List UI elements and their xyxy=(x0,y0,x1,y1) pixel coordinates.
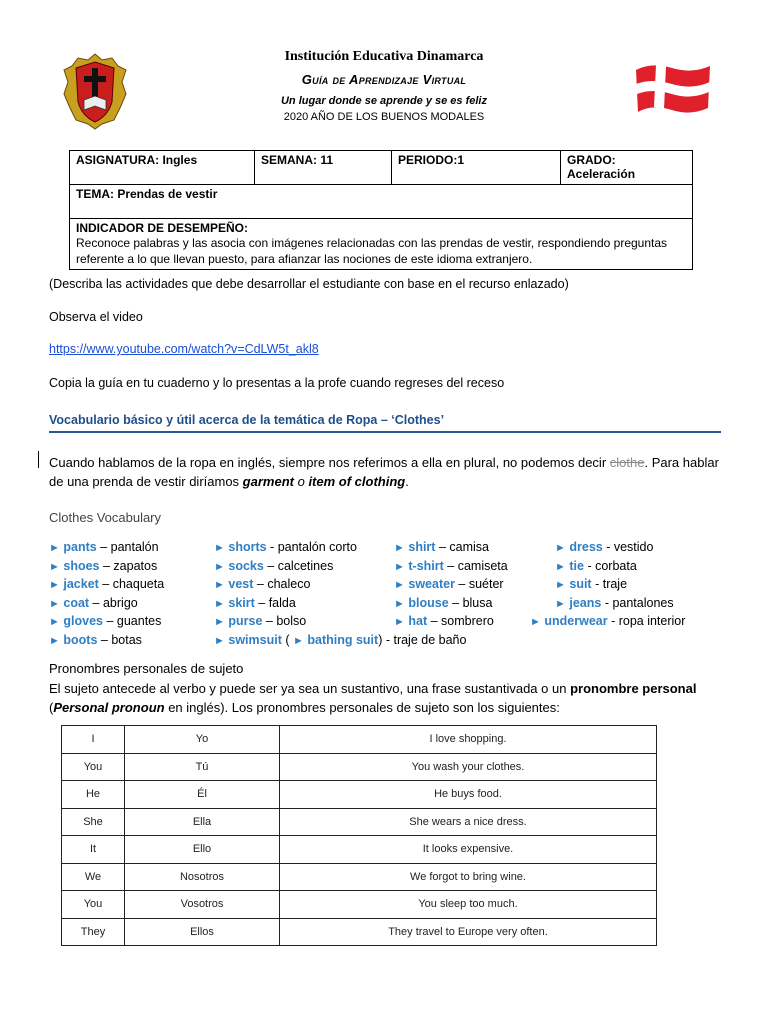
arrow-icon: ► xyxy=(394,560,405,573)
vocab-item xyxy=(394,614,494,628)
vocab-word: boots xyxy=(63,633,98,647)
paren-open: ( xyxy=(281,633,293,647)
vocab-separator: - xyxy=(607,614,619,629)
subject-cell: ASIGNATURA: Ingles xyxy=(70,151,255,185)
vocab-item xyxy=(555,540,653,554)
pronoun-cell: You xyxy=(62,753,125,781)
vocab-item xyxy=(555,596,674,610)
watch-instruction: Observa el video xyxy=(49,310,143,324)
activity-description: (Describa las actividades que debe desarrollar el estudiante con base en el recurso enlazado) xyxy=(49,277,569,291)
vocab-word: gloves xyxy=(63,614,103,629)
vocab-item xyxy=(394,596,492,610)
vocab-separator: – xyxy=(89,595,103,610)
arrow-icon: ► xyxy=(49,542,60,554)
example-cell: They travel to Europe very often. xyxy=(280,918,657,946)
indicator-label: INDICADOR DE DESEMPEÑO: xyxy=(76,221,249,235)
translation-cell: Ellos xyxy=(125,918,280,946)
vocab-word: dress xyxy=(569,540,603,554)
vocab-word: swimsuit xyxy=(228,633,282,647)
vocab-separator: – xyxy=(443,558,458,573)
pronoun-cell: I xyxy=(62,726,125,754)
example-cell: I love shopping. xyxy=(280,726,657,754)
pronoun-cell: He xyxy=(62,781,125,809)
section-divider xyxy=(49,431,721,433)
vocab-meaning: abrigo xyxy=(102,595,138,610)
vocab-word: jacket xyxy=(63,577,99,592)
arrow-icon: ► xyxy=(214,616,225,629)
vocab-word: t-shirt xyxy=(408,558,444,573)
pronoun-cell: She xyxy=(62,808,125,836)
vocab-item xyxy=(214,577,310,591)
vocab-meaning: botas xyxy=(111,633,142,647)
vocab-word-alt: bathing suit xyxy=(307,633,379,647)
vocab-separator: – xyxy=(454,577,469,592)
vocab-meaning: zapatos xyxy=(113,558,158,573)
vocab-word: sweater xyxy=(408,577,455,592)
vocab-meaning: ropa interior xyxy=(618,614,686,629)
vocab-word: hat xyxy=(408,614,428,629)
pronoun-cell: You xyxy=(62,891,125,919)
vocab-item xyxy=(555,559,637,573)
arrow-icon: ► xyxy=(394,542,405,554)
vocab-meaning: blusa xyxy=(462,595,493,610)
example-cell: You wash your clothes. xyxy=(280,753,657,781)
arrow-icon: ► xyxy=(49,635,60,647)
table-row xyxy=(62,726,657,754)
vocab-item xyxy=(49,596,138,610)
vocab-separator: - xyxy=(601,595,613,610)
pron-text-2: ( xyxy=(49,699,54,715)
performance-indicator-cell xyxy=(70,219,693,270)
vocab-meaning: traje de baño xyxy=(393,633,467,647)
clothes-vocabulary-label: Clothes Vocabulary xyxy=(49,510,162,525)
arrow-icon: ► xyxy=(49,579,60,592)
vocab-word: skirt xyxy=(228,595,255,610)
arrow-icon: ► xyxy=(530,616,541,629)
vocab-meaning: calcetines xyxy=(277,558,334,573)
arrow-icon: ► xyxy=(394,579,405,592)
vocab-item-swimsuit xyxy=(214,633,466,647)
pronoun-cell: We xyxy=(62,863,125,891)
translation-cell: Yo xyxy=(125,726,280,754)
vocab-item xyxy=(214,540,357,554)
arrow-icon: ► xyxy=(214,579,225,592)
vocab-word: blouse xyxy=(408,595,449,610)
pron-text-1: El sujeto antecede al verbo y puede ser ya sea un sustantivo, una frase sustantivada o un xyxy=(49,681,571,696)
vocab-meaning: camisa xyxy=(449,540,489,554)
arrow-icon: ► xyxy=(214,542,225,554)
vocab-word: suit xyxy=(569,577,592,592)
copy-instruction: Copia la guía en tu cuaderno y lo presentas a la profe cuando regreses del receso xyxy=(49,376,505,390)
vocab-item xyxy=(49,614,161,628)
vocab-separator: – xyxy=(427,614,442,629)
vocab-meaning: suéter xyxy=(468,577,504,592)
vocab-meaning: pantalón xyxy=(110,540,159,554)
vocab-separator: – xyxy=(254,595,269,610)
school-motto: Un lugar donde se aprende y se es feliz xyxy=(280,95,487,107)
table-row xyxy=(62,808,657,836)
vocab-separator: – xyxy=(96,540,111,554)
vocab-separator: – xyxy=(262,614,277,629)
pronouns-heading: Pronombres personales de sujeto xyxy=(49,661,244,676)
pron-italic-term: Personal pronoun xyxy=(53,699,165,715)
vocab-meaning: camiseta xyxy=(457,558,508,573)
vocab-word: vest xyxy=(228,577,254,592)
vocab-separator: – xyxy=(97,633,112,647)
vocab-separator: - xyxy=(266,540,278,554)
vocab-word: shorts xyxy=(228,540,267,554)
institution-name: Institución Educativa Dinamarca xyxy=(284,49,484,64)
arrow-icon: ► xyxy=(214,635,225,647)
year-slogan: 2020 AÑO DE LOS BUENOS MODALES xyxy=(283,111,485,123)
translation-cell: Él xyxy=(125,781,280,809)
vocab-separator: – xyxy=(253,577,268,592)
struck-word: clothe xyxy=(609,455,645,470)
arrow-icon: ► xyxy=(292,635,304,647)
arrow-icon: ► xyxy=(214,560,225,573)
table-row xyxy=(62,753,657,781)
arrow-icon: ► xyxy=(49,560,60,573)
table-row xyxy=(62,891,657,919)
vocab-separator: – xyxy=(448,595,463,610)
table-row xyxy=(62,781,657,809)
guide-title: Guía de Aprendizaje Virtual xyxy=(301,72,467,87)
vocab-word: coat xyxy=(63,595,90,610)
vocab-meaning: bolso xyxy=(276,614,307,629)
arrow-icon: ► xyxy=(555,597,566,610)
vocab-item xyxy=(49,633,142,647)
vocab-separator: – xyxy=(98,577,113,592)
vocab-item xyxy=(555,577,627,591)
vocab-word: purse xyxy=(228,614,263,629)
translation-cell: Vosotros xyxy=(125,891,280,919)
item-of-clothing-term: item of clothing xyxy=(308,474,406,489)
text-cursor xyxy=(38,451,39,468)
vocab-separator: - xyxy=(591,577,603,592)
pronouns-paragraph xyxy=(49,680,729,717)
vocab-word: underwear xyxy=(544,614,608,629)
grade-cell: GRADO: Aceleración xyxy=(561,151,693,185)
translation-cell: Nosotros xyxy=(125,863,280,891)
arrow-icon: ► xyxy=(555,560,566,573)
vocab-meaning: falda xyxy=(268,595,296,610)
vocab-meaning: corbata xyxy=(595,558,637,573)
vocab-meaning: sombrero xyxy=(441,614,494,629)
pronoun-cell: It xyxy=(62,836,125,864)
translation-cell: Ello xyxy=(125,836,280,864)
example-cell: You sleep too much. xyxy=(280,891,657,919)
vocab-word: shirt xyxy=(408,540,436,554)
example-cell: He buys food. xyxy=(280,781,657,809)
vocab-item xyxy=(49,577,164,591)
translation-cell: Tú xyxy=(125,753,280,781)
arrow-icon: ► xyxy=(49,597,60,610)
period-cell: PERIODO:1 xyxy=(392,151,561,185)
vocab-meaning: guantes xyxy=(116,614,162,629)
intro-text-1: Cuando hablamos de la ropa en inglés, siempre nos referimos a ella en plural, no podemos decir xyxy=(49,455,610,470)
vocab-item xyxy=(394,577,504,591)
pron-bold-term: pronombre personal xyxy=(570,681,697,696)
arrow-icon: ► xyxy=(394,616,405,629)
garment-term: garment xyxy=(242,474,294,489)
example-cell: It looks expensive. xyxy=(280,836,657,864)
vocab-item xyxy=(530,614,685,628)
vocab-item xyxy=(394,559,508,573)
vocab-item xyxy=(214,614,306,628)
vocab-item xyxy=(394,540,489,554)
intro-text-2: . Para hablar de una prenda de vestir diríamos xyxy=(49,455,719,489)
pron-text-3: en inglés). Los pronombres personales de sujeto son los siguientes: xyxy=(164,699,560,715)
subject-info-table xyxy=(69,150,693,270)
table-row xyxy=(62,863,657,891)
pronouns-table xyxy=(61,725,657,946)
vocab-word: jeans xyxy=(569,595,602,610)
arrow-icon: ► xyxy=(555,579,566,592)
vocab-meaning: chaqueta xyxy=(112,577,165,592)
vocab-word: pants xyxy=(63,540,97,554)
vocab-item xyxy=(49,559,157,573)
vocab-meaning: pantalón corto xyxy=(277,540,357,554)
pronoun-cell: They xyxy=(62,918,125,946)
clothes-intro-paragraph xyxy=(49,453,729,491)
vocab-separator: - xyxy=(602,540,614,554)
vocab-separator: – xyxy=(99,558,114,573)
vocab-word: tie xyxy=(569,558,584,573)
vocab-word: shoes xyxy=(63,558,100,573)
arrow-icon: ► xyxy=(214,597,225,610)
vocab-word: socks xyxy=(228,558,264,573)
paren-close: ) - xyxy=(378,633,394,647)
table-row xyxy=(62,836,657,864)
arrow-icon: ► xyxy=(49,616,60,629)
video-link[interactable]: https://www.youtube.com/watch?v=CdLW5t_akl8 xyxy=(49,342,319,356)
vocab-item xyxy=(214,596,296,610)
vocab-separator: – xyxy=(102,614,117,629)
intro-or: o xyxy=(293,474,309,489)
vocab-separator: - xyxy=(583,558,596,573)
example-cell: She wears a nice dress. xyxy=(280,808,657,836)
vocab-item xyxy=(49,540,159,554)
vocab-item xyxy=(214,559,333,573)
arrow-icon: ► xyxy=(555,542,566,554)
arrow-icon: ► xyxy=(394,597,405,610)
vocab-meaning: chaleco xyxy=(267,577,311,592)
vocab-separator: – xyxy=(263,558,278,573)
vocab-meaning: vestido xyxy=(613,540,654,554)
vocab-separator: – xyxy=(435,540,450,554)
table-row xyxy=(62,918,657,946)
translation-cell: Ella xyxy=(125,808,280,836)
topic-cell: TEMA: Prendas de vestir xyxy=(70,185,693,219)
intro-end: . xyxy=(405,474,409,489)
vocabulary-section-title: Vocabulario básico y útil acerca de la temática de Ropa – ‘Clothes’ xyxy=(49,413,445,427)
indicator-text: Reconoce palabras y las asocia con imágenes relacionadas con las prendas de vestir, respondiendo preguntas referente a lo que llevan puesto, para afianzar las nociones de este idioma extranjero. xyxy=(76,236,668,266)
vocab-meaning: traje xyxy=(602,577,628,592)
example-cell: We forgot to bring wine. xyxy=(280,863,657,891)
week-cell: SEMANA: 11 xyxy=(255,151,392,185)
vocab-meaning: pantalones xyxy=(612,595,674,610)
